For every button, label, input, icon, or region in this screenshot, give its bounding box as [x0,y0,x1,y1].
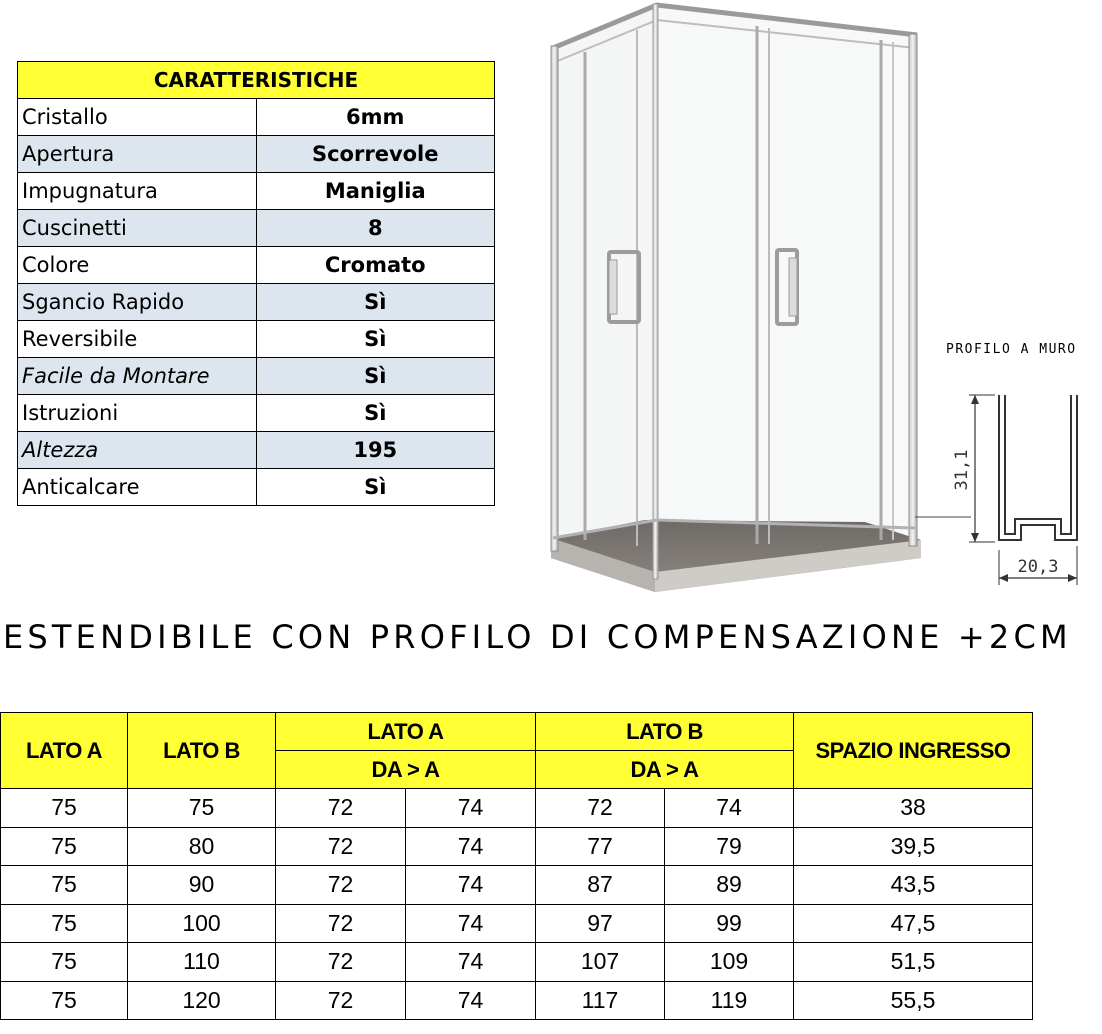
spec-row [18,173,495,210]
cell-spazio: 38 [794,789,1033,828]
profile-caption: PROFILO A MURO [946,342,1077,357]
headline: ESTENDIBILE CON PROFILO DI COMPENSAZIONE +2CM [3,618,1072,656]
spec-row [18,99,495,136]
wall-profile-diagram [915,370,1102,590]
cell-spazio: 39,5 [794,827,1033,866]
shower-enclosure-illustration [545,0,925,595]
table-row [1,866,1033,905]
table-row [1,943,1033,982]
cell-lato-b: 90 [128,866,276,905]
spec-label: Altezza [18,432,257,469]
header-lato-b-sub: DA > A [536,751,794,789]
cell-lato-b: 80 [128,827,276,866]
spec-value: 195 [256,432,495,469]
table-row [1,904,1033,943]
cell-a-to: 74 [406,943,536,982]
cell-b-to: 99 [665,904,794,943]
cell-a-from: 72 [276,904,406,943]
cell-b-to: 119 [665,981,794,1020]
spec-row [18,432,495,469]
spec-value: Maniglia [256,173,495,210]
spec-label: Istruzioni [18,395,257,432]
cell-lato-a: 75 [1,827,128,866]
profile-width-label: 20,3 [1017,557,1059,577]
cell-b-from: 107 [536,943,665,982]
cell-a-to: 74 [406,981,536,1020]
table-row [1,827,1033,866]
specs-table [17,61,495,506]
spec-row [18,210,495,247]
cell-a-to: 74 [406,827,536,866]
cell-spazio: 51,5 [794,943,1033,982]
cell-b-from: 117 [536,981,665,1020]
cell-b-to: 79 [665,827,794,866]
spec-value: Sì [256,395,495,432]
header-lato-a-sub: DA > A [276,751,536,789]
cell-a-from: 72 [276,789,406,828]
cell-b-to: 89 [665,866,794,905]
spec-label: Facile da Montare [18,358,257,395]
header-spazio-ingresso: SPAZIO INGRESSO [794,713,1033,789]
spec-value: Sì [256,358,495,395]
spec-value: Sì [256,321,495,358]
sizes-table [0,712,1033,1020]
cell-b-from: 77 [536,827,665,866]
cell-lato-b: 110 [128,943,276,982]
cell-b-to: 109 [665,943,794,982]
spec-label: Cristallo [18,99,257,136]
cell-spazio: 43,5 [794,866,1033,905]
spec-value: Sì [256,284,495,321]
cell-a-from: 72 [276,943,406,982]
profile-height-label: 31,1 [952,449,972,491]
spec-value: Scorrevole [256,136,495,173]
spec-label: Sgancio Rapido [18,284,257,321]
spec-row [18,321,495,358]
cell-lato-b: 100 [128,904,276,943]
header-lato-a-range: LATO A [276,713,536,751]
spec-label: Anticalcare [18,469,257,506]
spec-label: Colore [18,247,257,284]
spec-row [18,247,495,284]
spec-label: Reversibile [18,321,257,358]
table-row [1,789,1033,828]
cell-b-from: 87 [536,866,665,905]
cell-b-to: 74 [665,789,794,828]
specs-title: CARATTERISTICHE [18,62,495,99]
cell-lato-b: 75 [128,789,276,828]
header-lato-a: LATO A [1,713,128,789]
spec-row [18,358,495,395]
spec-label: Apertura [18,136,257,173]
spec-label: Cuscinetti [18,210,257,247]
cell-b-from: 97 [536,904,665,943]
cell-lato-a: 75 [1,943,128,982]
cell-lato-a: 75 [1,904,128,943]
cell-a-from: 72 [276,866,406,905]
cell-a-to: 74 [406,789,536,828]
spec-row [18,136,495,173]
spec-row [18,469,495,506]
cell-a-from: 72 [276,981,406,1020]
cell-lato-a: 75 [1,981,128,1020]
cell-spazio: 55,5 [794,981,1033,1020]
spec-row [18,395,495,432]
header-lato-b: LATO B [128,713,276,789]
spec-label: Impugnatura [18,173,257,210]
cell-a-to: 74 [406,904,536,943]
spec-value: 6mm [256,99,495,136]
spec-value: Cromato [256,247,495,284]
spec-value: 8 [256,210,495,247]
cell-a-to: 74 [406,866,536,905]
cell-b-from: 72 [536,789,665,828]
spec-row [18,284,495,321]
cell-lato-a: 75 [1,789,128,828]
cell-lato-a: 75 [1,866,128,905]
table-row [1,981,1033,1020]
cell-a-from: 72 [276,827,406,866]
cell-lato-b: 120 [128,981,276,1020]
spec-value: Sì [256,469,495,506]
cell-spazio: 47,5 [794,904,1033,943]
header-lato-b-range: LATO B [536,713,794,751]
